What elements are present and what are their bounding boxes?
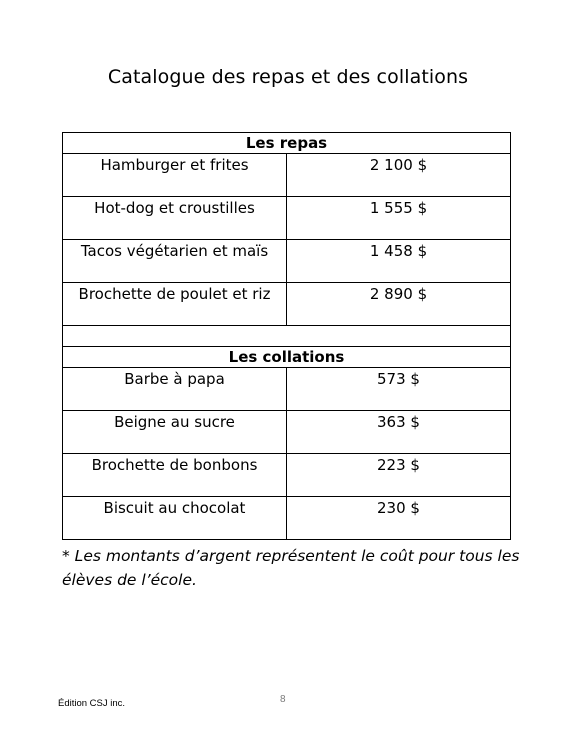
publisher-label: Édition CSJ inc.	[58, 698, 126, 709]
item-name: Barbe à papa	[63, 368, 287, 411]
table-row	[63, 454, 511, 497]
item-price: 1 458 $	[287, 240, 511, 283]
item-price: 2 890 $	[287, 283, 511, 326]
catalog-table	[62, 132, 511, 540]
item-price: 363 $	[287, 411, 511, 454]
meals-header: Les repas	[63, 133, 511, 154]
table-row	[63, 411, 511, 454]
item-name: Tacos végétarien et maïs	[63, 240, 287, 283]
table-row	[63, 368, 511, 411]
snacks-section-header	[63, 347, 511, 368]
item-name: Hot-dog et croustilles	[63, 197, 287, 240]
item-price: 2 100 $	[287, 154, 511, 197]
snacks-header: Les collations	[63, 347, 511, 368]
item-price: 223 $	[287, 454, 511, 497]
item-name: Hamburger et frites	[63, 154, 287, 197]
page-title: Catalogue des repas et des collations	[107, 66, 469, 88]
item-price: 1 555 $	[287, 197, 511, 240]
meals-section-header	[63, 133, 511, 154]
footnote: * Les montants d’argent représentent le coût pour tous les élèves de l’école.	[62, 547, 520, 589]
item-price: 230 $	[287, 497, 511, 540]
item-price: 573 $	[287, 368, 511, 411]
table-row	[63, 240, 511, 283]
item-name: Brochette de bonbons	[63, 454, 287, 497]
page-number: 8	[280, 694, 286, 705]
table-row	[63, 154, 511, 197]
table-row	[63, 283, 511, 326]
item-name: Beigne au sucre	[63, 411, 287, 454]
item-name: Biscuit au chocolat	[63, 497, 287, 540]
item-name: Brochette de poulet et riz	[63, 283, 287, 326]
empty-row	[63, 326, 511, 347]
table-row	[63, 497, 511, 540]
empty-cell	[63, 326, 511, 347]
table-row	[63, 197, 511, 240]
